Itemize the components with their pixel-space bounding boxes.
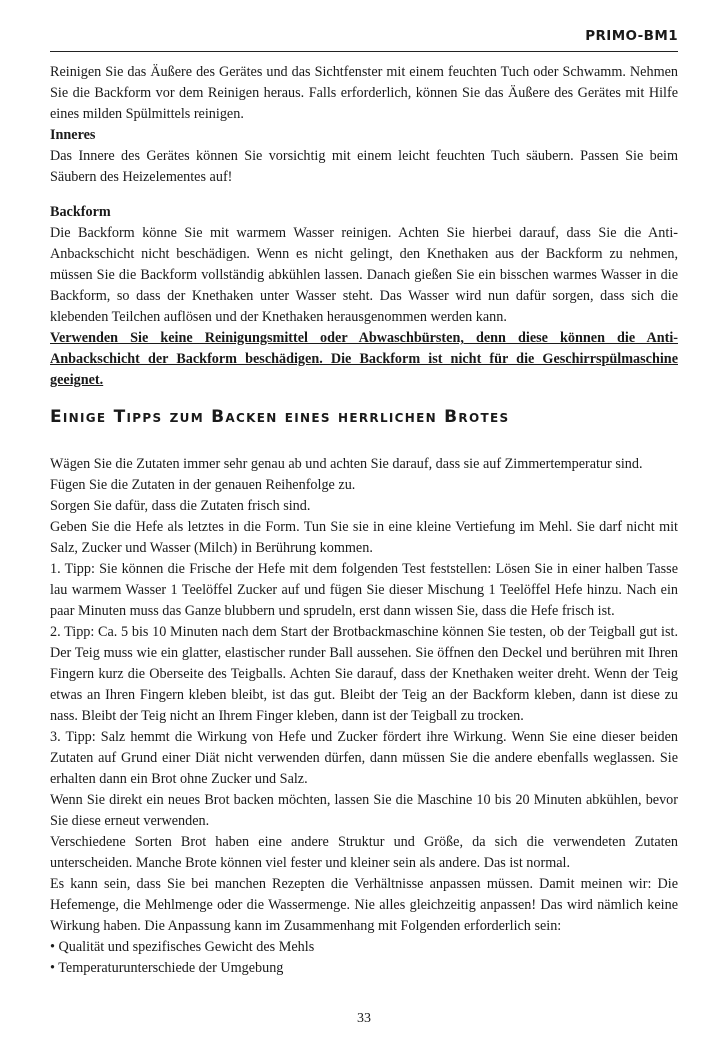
intro-paragraph: Reinigen Sie das Äußere des Gerätes und das Sichtfenster mit einem feuchten Tuch oder Schwamm. Nehmen Sie die Backform vor dem Reinigen heraus. Falls erforderlich, können Sie das Äußere des Gerätes mit Hilfe eines milden Spülmittels reinigen.	[50, 64, 678, 122]
tips-paragraph: Wenn Sie direkt ein neues Brot backen möchten, lassen Sie die Maschine 10 bis 20 Minuten abkühlen, bevor Sie diese erneut verwenden.	[50, 792, 678, 829]
inneres-heading: Inneres	[50, 127, 96, 143]
tip-1-paragraph: 1. Tipp: Sie können die Frische der Hefe mit dem folgenden Test feststellen: Lösen Sie in einer halben Tasse lau warmem Wasser 1 Teelöffel Zucker auf und fügen Sie dieser Mischung 1 Teelöffel Hefe hinzu. Nach ein paar Minuten muss das Ganze blubbern und sprudeln, erst dann wissen Sie, dass die Hefe frisch ist.	[50, 561, 678, 619]
tips-paragraph: Geben Sie die Hefe als letztes in die Form. Tun Sie sie in eine kleine Vertiefung im Mehl. Sie darf nicht mit Salz, Zucker und Wasser (Milch) in Berührung kommen.	[50, 519, 678, 556]
backform-paragraph: Die Backform könne Sie mit warmem Wasser reinigen. Achten Sie hierbei darauf, dass Sie die Anti-Anbackschicht nicht beschädigen. Wenn es nicht gelingt, den Knethaken aus der Backform zu nehmen, müssen Sie die Backform vollständig abkühlen lassen. Danach gießen Sie ein bisschen warmes Wasser in die Backform, so dass der Knethaken unter Wasser steht. Das Wasser wird nun dafür sorgen, dass sich die klebenden Teilchen auflösen und der Knethaken herausgenommen werden kann.	[50, 225, 678, 325]
header-divider	[50, 51, 678, 52]
tips-paragraph: Sorgen Sie dafür, dass die Zutaten frisch sind.	[50, 498, 311, 514]
backform-warning: Verwenden Sie keine Reinigungsmittel oder Abwaschbürsten, denn diese können die Anti-Anbackschicht der Backform beschädigen. Die Backform ist nicht für die Geschirrspülmaschine geeignet.	[50, 330, 678, 388]
bullet-item: • Temperaturunterschiede der Umgebung	[50, 960, 284, 976]
tips-paragraph: Verschiedene Sorten Brot haben eine andere Struktur und Größe, da sich die verwendeten Zutaten unterscheiden. Manche Brote können viel fester und kleiner sein als andere. Das ist normal.	[50, 834, 678, 871]
bullet-item: • Qualität und spezifisches Gewicht des Mehls	[50, 939, 315, 955]
tip-2-paragraph: 2. Tipp: Ca. 5 bis 10 Minuten nach dem Start der Brotbackmaschine können Sie testen, ob der Teigball gut ist. Der Teig muss wie ein glatter, elastischer runder Ball aussehen. Sie öffnen den Deckel und berühren mit Ihren Fingern kurz die Oberseite des Teigballs. Achten Sie darauf, dass der Knethaken weiter dreht. Wenn der Teig etwas an Ihren Fingern kleben bleibt, ist das gut. Bleibt der Teig an der Backform kleben, dann ist diese zu nass. Bleibt der Teig nicht an Ihrem Finger kleben, dann ist der Teigball zu trocken.	[50, 624, 678, 724]
inneres-paragraph: Das Innere des Gerätes können Sie vorsichtig mit einem leicht feuchten Tuch säubern. Passen Sie beim Säubern des Heizelementes auf!	[50, 148, 678, 185]
section-heading: Einige Tipps zum Backen eines herrlichen Brotes	[50, 407, 510, 427]
header-model-title: PRIMO-BM1	[585, 28, 678, 44]
spacer	[50, 188, 678, 202]
tip-3-paragraph: 3. Tipp: Salz hemmt die Wirkung von Hefe und Zucker fördert ihre Wirkung. Wenn Sie eine dieser beiden Zutaten auf Grund einer Diät nicht verwenden dürfen, dann müssen Sie die andere ebenfalls weglassen. Sie erhalten dann ein Brot ohne Zucker und Salz.	[50, 729, 678, 787]
page-number: 33	[357, 1011, 371, 1026]
tips-paragraph: Wägen Sie die Zutaten immer sehr genau ab und achten Sie darauf, dass sie auf Zimmertemperatur sind.	[50, 456, 643, 472]
page-content	[50, 62, 678, 979]
tips-paragraph: Es kann sein, dass Sie bei manchen Rezepten die Verhältnisse anpassen müssen. Damit meinen wir: Die Hefemenge, die Mehlmenge oder die Wassermenge. Nie alles gleichzeitig anpassen! Das wird nämlich keine Wirkung haben. Die Anpassung kann im Zusammenhang mit Folgenden erforderlich sein:	[50, 876, 678, 934]
backform-heading: Backform	[50, 204, 111, 220]
tips-paragraph: Fügen Sie die Zutaten in der genauen Reihenfolge zu.	[50, 477, 356, 493]
